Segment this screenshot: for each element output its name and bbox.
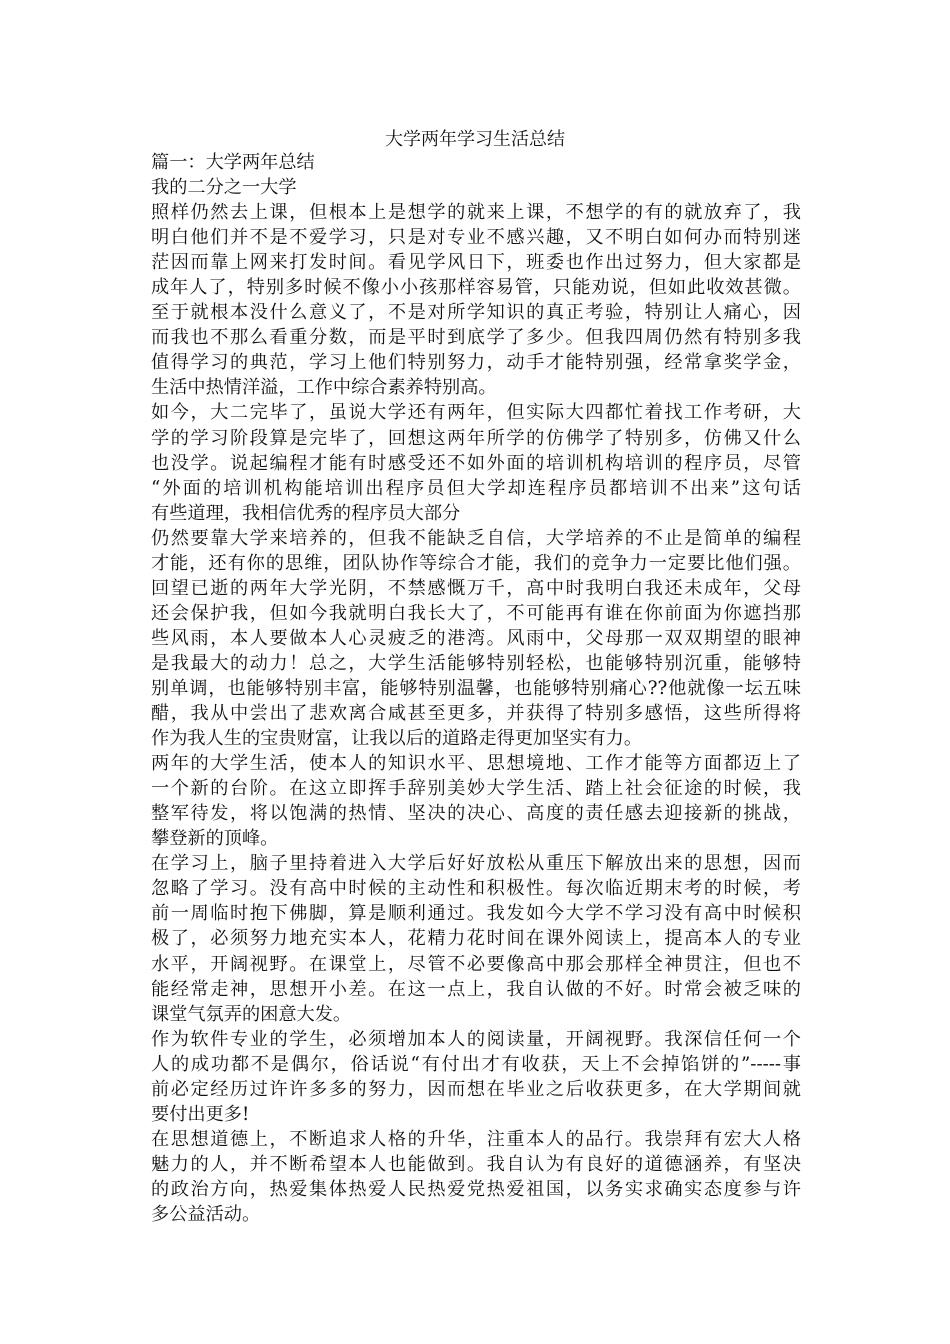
text-line: 能经常走神，思想开小差。在这一点上，我自认做的不好。时常会被乏味的 bbox=[151, 978, 801, 1000]
text-line: 是我最大的动力！总之，大学生活能够特别轻松，也能够特别沉重，能够特 bbox=[151, 652, 801, 674]
text-line: 醋，我从中尝出了悲欢离合咸甚至更多，并获得了特别多感悟，这些所得将 bbox=[151, 703, 801, 725]
text-line: 在思想道德上，不断追求人格的升华，注重本人的品行。我崇拜有宏大人格 bbox=[151, 1128, 801, 1150]
text-line: 人的成功都不是偶尔，俗话说“有付出才有收获，天上不会掉馅饼的”-----事 bbox=[151, 1053, 801, 1075]
text-line: 茫因而靠上网来打发时间。看见学风日下，班委也作出过努力，但大家都是 bbox=[151, 252, 801, 274]
text-line: 多公益活动。 bbox=[151, 1203, 261, 1225]
text-line: 还会保护我，但如今我就明白我长大了，不可能再有谁在你前面为你遮挡那 bbox=[151, 602, 801, 624]
text-line: 忽略了学习。没有高中时候的主动性和积极性。每次临近期末考的时候，考 bbox=[151, 878, 801, 900]
text-line: 整军待发，将以饱满的热情、坚决的决心、高度的责任感去迎接新的挑战， bbox=[151, 803, 801, 825]
text-line: 作为软件专业的学生，必须增加本人的阅读量，开阔视野。我深信任何一个 bbox=[151, 1028, 801, 1050]
text-line: 学的学习阶段算是完毕了，回想这两年所学的仿佛学了特别多，仿佛又什么 bbox=[151, 427, 801, 449]
text-line: 极了，必须努力地充实本人，花精力花时间在课外阅读上，提高本人的专业 bbox=[151, 928, 801, 950]
text-line: 也没学。说起编程才能有时感受还不如外面的培训机构培训的程序员，尽管 bbox=[151, 452, 801, 474]
text-line: 在学习上，脑子里持着进入大学后好好放松从重压下解放出来的思想，因而 bbox=[151, 853, 801, 875]
text-line: 一个新的台阶。在这立即挥手辞别美妙大学生活、踏上社会征途的时候，我 bbox=[151, 778, 801, 800]
text-line: 而我也不那么看重分数，而是平时到底学了多少。但我四周仍然有特别多我 bbox=[151, 327, 801, 349]
text-line: 有些道理，我相信优秀的程序员大部分 bbox=[151, 502, 461, 524]
text-line: 水平，开阔视野。在课堂上，尽管不必要像高中那会那样全神贯注，但也不 bbox=[151, 953, 801, 975]
text-line: 值得学习的典范，学习上他们特别努力，动手才能特别强，经常拿奖学金， bbox=[151, 352, 801, 374]
text-line: 别单调，也能够特别丰富，能够特别温馨，也能够特别痛心??他就像一坛五味 bbox=[151, 677, 801, 699]
text-line: 仍然要靠大学来培养的，但我不能缺乏自信，大学培养的不止是简单的编程 bbox=[151, 527, 801, 549]
text-line: 篇一：大学两年总结 bbox=[151, 152, 315, 173]
document-body bbox=[151, 150, 801, 1227]
document-title: 大学两年学习生活总结 bbox=[385, 129, 565, 150]
text-line: 要付出更多! bbox=[151, 1103, 250, 1125]
text-line: 我的二分之一大学 bbox=[151, 177, 297, 199]
text-line: 明白他们并不是不爱学习，只是对专业不感兴趣，又不明白如何办而特别迷 bbox=[151, 227, 801, 249]
text-line: 照样仍然去上课，但根本上是想学的就来上课，不想学的有的就放弃了，我 bbox=[151, 202, 801, 224]
text-line: 的政治方向，热爱集体热爱人民热爱党热爱祖国，以务实求确实态度参与许 bbox=[151, 1178, 801, 1200]
text-line: “外面的培训机构能培训出程序员但大学却连程序员都培训不出来”这句话 bbox=[151, 477, 801, 499]
text-line: 前一周临时抱下佛脚，算是顺利通过。我发如今大学不学习没有高中时候积 bbox=[151, 903, 801, 925]
text-line: 回望已逝的两年大学光阴，不禁感慨万千，高中时我明白我还未成年，父母 bbox=[151, 577, 801, 599]
text-line: 作为我人生的宝贵财富，让我以后的道路走得更加坚实有力。 bbox=[151, 728, 643, 750]
text-line: 前必定经历过许许多多的努力，因而想在毕业之后收获更多，在大学期间就 bbox=[151, 1078, 801, 1100]
text-line: 至于就根本没什么意义了，不是对所学知识的真正考验，特别让人痛心，因 bbox=[151, 302, 801, 324]
text-line: 攀登新的顶峰。 bbox=[151, 828, 279, 850]
text-line: 课堂气氛弄的困意大发。 bbox=[151, 1003, 352, 1025]
text-line: 成年人了，特别多时候不像小小孩那样容易管，只能劝说，但如此收效甚微。 bbox=[151, 277, 801, 299]
text-line: 才能，还有你的思维，团队协作等综合才能，我们的竞争力一定要比他们强。 bbox=[151, 552, 801, 574]
text-line: 生活中热情洋溢，工作中综合素养特别高。 bbox=[151, 377, 497, 399]
text-line: 两年的大学生活，使本人的知识水平、思想境地、工作才能等方面都迈上了 bbox=[151, 753, 801, 775]
text-line: 魅力的人，并不断希望本人也能做到。我自认为有良好的道德涵养，有坚决 bbox=[151, 1153, 801, 1175]
text-line: 些风雨，本人要做本人心灵疲乏的港湾。风雨中，父母那一双双期望的眼神 bbox=[151, 627, 801, 649]
text-line: 如今，大二完毕了，虽说大学还有两年，但实际大四都忙着找工作考研，大 bbox=[151, 402, 801, 424]
